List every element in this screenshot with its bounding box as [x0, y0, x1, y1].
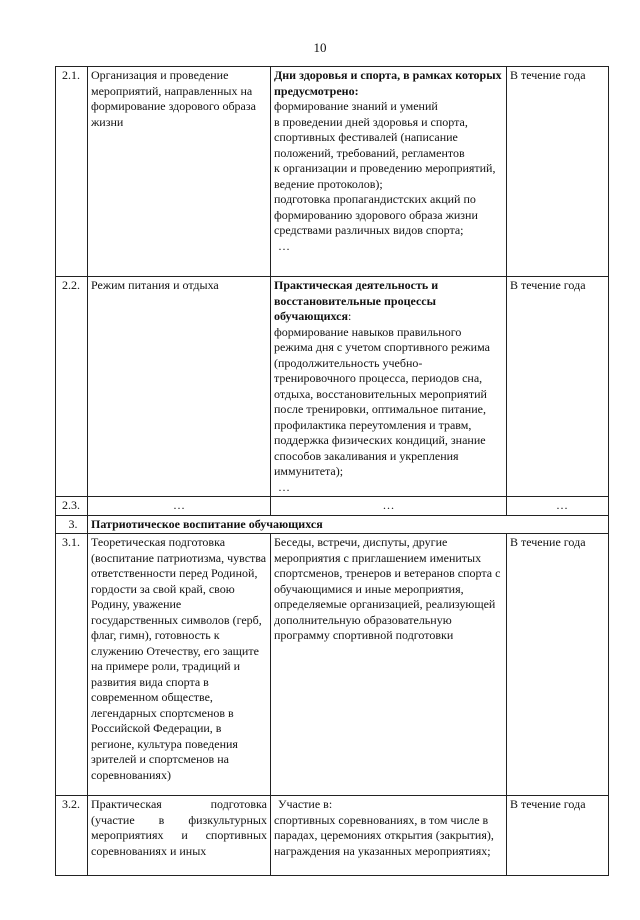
- section-number: 3.: [56, 515, 88, 534]
- row-content: [271, 67, 507, 277]
- table-row: [56, 497, 609, 516]
- content-line: к организации и проведению мероприятий, ведение протоколов);: [274, 161, 496, 191]
- content-line: в проведении дней здоровья и спорта, спортивных фестивалей (написание положений, требований, регламентов: [274, 114, 468, 160]
- table-row: [56, 534, 609, 796]
- table-row: [56, 277, 609, 497]
- row-time: В течение года: [507, 277, 609, 497]
- section-title: Патриотическое воспитание обучающихся: [88, 515, 609, 534]
- content-line: формирование навыков правильного режима дня с учетом спортивного режима (продолжительность учебно-тренировочного процесса, периодов сна, отдыха, восстановительных мероприятий после тренировки, оптимальное питание, профилактика переутомления и травм, поддержка физических кондиций, знание способов закаливания и укрепления иммунитета);: [274, 324, 490, 478]
- table-row: [56, 67, 609, 277]
- row-topic: Теоретическая подготовка (воспитание патриотизма, чувства ответственности перед Родиной, гордости за свой край, свою Родину, уважение государственных символов (герб, флаг, гимн), готовность к служению Отечеству, его защите на примере роли, традиций и развития вида спорта в современном обществе, легендарных спортсменов в Российской Федерации, в регионе, культура поведения зрителей и спортсменов на соревнованиях): [88, 534, 271, 796]
- section-row: [56, 515, 609, 534]
- ellipsis: …: [507, 497, 609, 516]
- content-heading: Дни здоровья и спорта, в рамках которых предусмотрено:: [274, 68, 502, 98]
- row-number: 2.1.: [56, 67, 88, 277]
- row-number: 2.2.: [56, 277, 88, 497]
- content-line: формирование знаний и умений: [274, 99, 438, 113]
- table-row: [56, 796, 609, 876]
- row-topic: Практическая подготовка (участие в физкультурных мероприятиях и спортивных соревнованиях и иных: [88, 796, 271, 876]
- row-number: 2.3.: [56, 497, 88, 516]
- row-topic: Режим питания и отдыха: [88, 277, 271, 497]
- row-time: В течение года: [507, 67, 609, 277]
- row-content: [271, 277, 507, 497]
- row-content: Беседы, встречи, диспуты, другие мероприятия с приглашением именитых спортсменов, тренеров и ветеранов спорта с обучающимися и иные мероприятия, определяемые организацией, реализующей дополнительную образовательную программу спортивной подготовки: [271, 534, 507, 796]
- row-content: [271, 796, 507, 876]
- row-time: В течение года: [507, 796, 609, 876]
- content-intro: Участие в:: [278, 797, 333, 811]
- ellipsis: …: [88, 497, 271, 516]
- row-number: 3.1.: [56, 534, 88, 796]
- ellipsis: …: [278, 238, 290, 253]
- page-number: 10: [313, 40, 327, 55]
- ellipsis: …: [278, 479, 290, 494]
- row-number: 3.2.: [56, 796, 88, 876]
- content-heading: Практическая деятельность и восстановительные процессы обучающихся: [274, 278, 439, 323]
- content-line: спортивных соревнованиях, в том числе в парадах, церемониях открытия (закрытия), награждения на указанных мероприятиях;: [274, 812, 494, 858]
- ellipsis: …: [271, 497, 507, 516]
- row-topic: Организация и проведение мероприятий, направленных на формирование здорового образа жизни: [88, 67, 271, 277]
- row-time: В течение года: [507, 534, 609, 796]
- heading-colon: :: [348, 309, 352, 323]
- content-line: подготовка пропагандистских акций по формированию здорового образа жизни средствами различных видов спорта;: [274, 192, 478, 237]
- plan-table: [55, 66, 609, 876]
